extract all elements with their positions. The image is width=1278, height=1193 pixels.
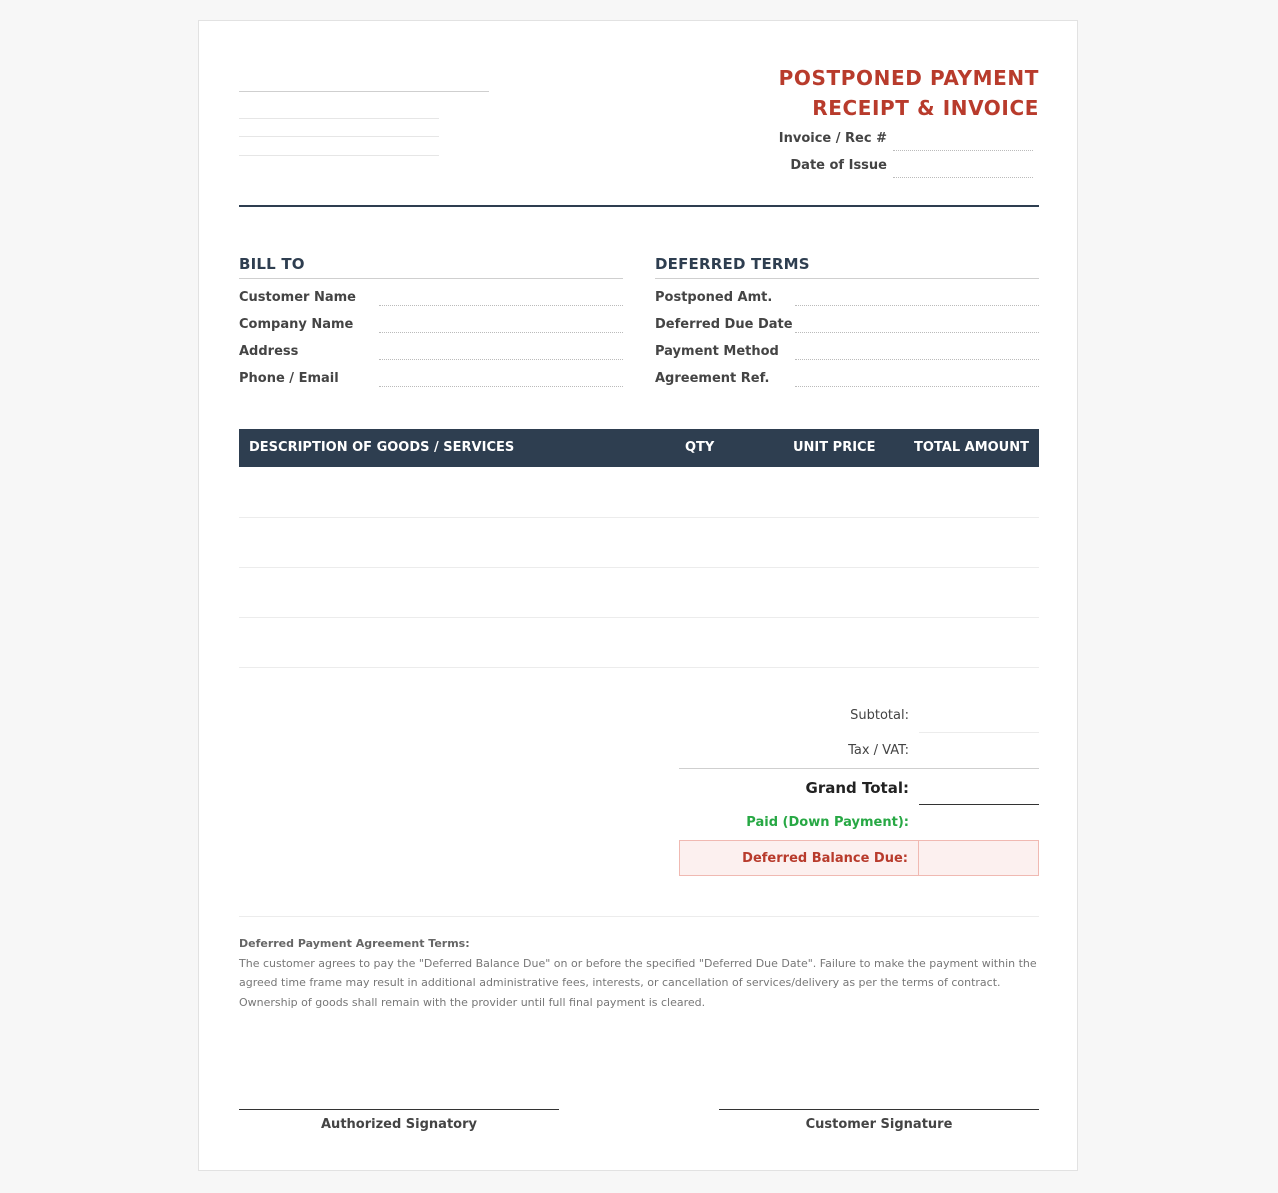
terms-text: The customer agrees to pay the "Deferred Balance Due" on or before the specified "Deferred Due Date". Failure to make the payment within the agreed time frame may result in additional administrative fees, interests, or cancellation of services/delivery as per the terms of contract. Ownership of goods shall remain with the provider until full final payment is cleared. — [239, 956, 1037, 1009]
invoice-number-field[interactable] — [893, 150, 1033, 151]
agreement-ref-label: Agreement Ref. — [655, 371, 770, 386]
deferred-terms-heading: DEFERRED TERMS — [655, 255, 1039, 279]
bill-to-section — [239, 255, 623, 387]
agreement-terms — [239, 934, 1039, 1012]
payment-method-row — [655, 333, 1039, 360]
title-line-1: POSTPONED PAYMENT — [778, 66, 1039, 90]
deferred-balance-row — [679, 840, 1039, 876]
deferred-terms-section — [655, 255, 1039, 387]
agreement-ref-field[interactable] — [795, 386, 1039, 387]
address-row — [239, 333, 623, 360]
date-of-issue-label: Date of Issue — [790, 158, 887, 173]
deferred-balance-label: Deferred Balance Due: — [742, 851, 908, 866]
deferred-due-date-row — [655, 306, 1039, 333]
column-qty: QTY — [685, 440, 715, 455]
grand-total-label: Grand Total: — [805, 779, 909, 797]
subtotal-row — [679, 697, 1039, 733]
tax-row — [679, 732, 1039, 768]
customer-signature-label: Customer Signature — [805, 1117, 953, 1132]
subtotal-label: Subtotal: — [850, 708, 909, 723]
invoice-content — [239, 21, 1039, 1170]
table-row[interactable] — [239, 467, 1039, 518]
terms-heading: Deferred Payment Agreement Terms: — [239, 937, 470, 950]
company-address-line — [239, 118, 439, 119]
customer-name-label: Customer Name — [239, 290, 356, 305]
authorized-signatory-block[interactable] — [239, 1109, 559, 1132]
grand-total-row — [679, 769, 1039, 805]
paid-row — [679, 804, 1039, 840]
company-name-label: Company Name — [239, 317, 354, 332]
column-total-amount: TOTAL AMOUNT — [913, 440, 1029, 455]
phone-email-field[interactable] — [379, 386, 623, 387]
deferred-balance-value[interactable] — [918, 841, 1038, 875]
tax-label: Tax / VAT: — [848, 743, 909, 758]
tax-value[interactable] — [919, 732, 1039, 768]
company-name-line — [239, 91, 489, 92]
phone-email-row — [239, 360, 623, 387]
customer-name-row — [239, 279, 623, 306]
phone-email-label: Phone / Email — [239, 371, 339, 386]
company-city-line — [239, 136, 439, 137]
items-table-header — [239, 429, 1039, 467]
terms-divider — [239, 916, 1039, 917]
postponed-amount-label: Postponed Amt. — [655, 290, 773, 305]
company-contact-line — [239, 155, 439, 156]
payment-method-label: Payment Method — [655, 344, 779, 359]
header-divider — [239, 205, 1039, 207]
agreement-ref-row — [655, 360, 1039, 387]
table-row[interactable] — [239, 617, 1039, 668]
title-line-2: RECEIPT & INVOICE — [812, 96, 1039, 120]
paid-value[interactable] — [919, 804, 1039, 840]
invoice-sheet — [198, 20, 1078, 1171]
postponed-amount-row — [655, 279, 1039, 306]
date-of-issue-row — [783, 158, 1033, 178]
paid-label: Paid (Down Payment): — [746, 815, 909, 830]
column-description: DESCRIPTION OF GOODS / SERVICES — [249, 440, 515, 455]
invoice-number-label: Invoice / Rec # — [778, 131, 887, 146]
authorized-signatory-label: Authorized Signatory — [321, 1117, 477, 1132]
invoice-number-row — [778, 131, 1033, 151]
table-row[interactable] — [239, 567, 1039, 618]
table-row[interactable] — [239, 517, 1039, 568]
deferred-due-date-label: Deferred Due Date — [655, 317, 793, 332]
bill-to-heading: BILL TO — [239, 255, 623, 279]
column-unit-price: UNIT PRICE — [793, 440, 876, 455]
company-name-row — [239, 306, 623, 333]
date-of-issue-field[interactable] — [893, 177, 1033, 178]
address-label: Address — [239, 344, 299, 359]
subtotal-value[interactable] — [919, 697, 1039, 733]
grand-total-value[interactable] — [919, 769, 1039, 805]
document-title — [779, 63, 1039, 123]
customer-signature-block[interactable] — [719, 1109, 1039, 1132]
